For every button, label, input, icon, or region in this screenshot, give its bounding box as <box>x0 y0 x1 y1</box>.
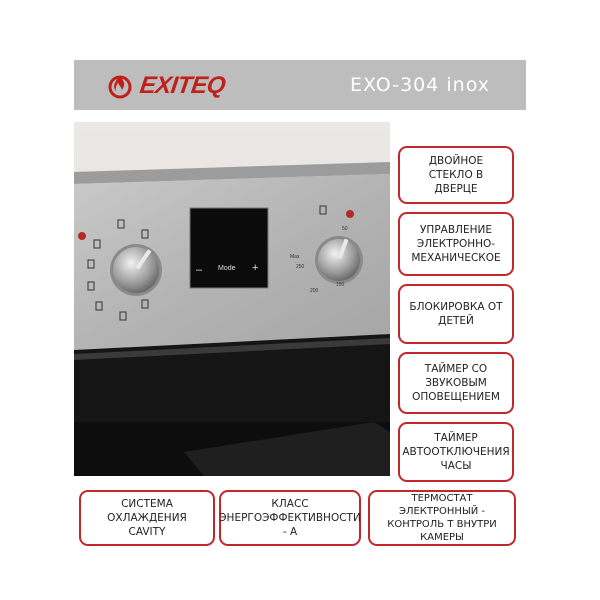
display-minus[interactable]: – <box>196 264 203 276</box>
flame-logo-icon <box>106 72 136 100</box>
oven-panel-illustration <box>74 122 390 476</box>
thermostat-tick: 200 <box>310 288 319 294</box>
model-name: EXO-304 inox <box>349 74 490 96</box>
feature-energy-class: КЛАСС ЭНЕРГОЭФФЕКТИВНОСТИ - А <box>219 490 361 546</box>
feature-double-glass: ДВОЙНОЕ СТЕКЛО В ДВЕРЦЕ <box>398 146 514 204</box>
thermostat-tick: 50 <box>342 226 348 232</box>
feature-electromechanical-control: УПРАВЛЕНИЕ ЭЛЕКТРОННО-МЕХАНИЧЕСКОЕ <box>398 212 514 276</box>
header-banner <box>74 60 526 110</box>
display-plus[interactable]: + <box>252 262 259 274</box>
thermostat-tick: Max <box>290 254 300 260</box>
feature-electronic-thermostat: ТЕРМОСТАТ ЭЛЕКТРОННЫЙ - КОНТРОЛЬ T ВНУТРИ КАМЕРЫ <box>368 490 516 546</box>
thermostat-tick: 250 <box>296 264 305 270</box>
feature-child-lock: БЛОКИРОВКА ОТ ДЕТЕЙ <box>398 284 514 344</box>
thermostat-tick: 150 <box>336 282 345 288</box>
brand-name: EXITEQ <box>138 72 227 99</box>
display-mode-label: Mode <box>218 265 236 272</box>
feature-cooling-system: СИСТЕМА ОХЛАЖДЕНИЯ CAVITY <box>79 490 215 546</box>
feature-auto-off-timer: ТАЙМЕР АВТООТКЛЮЧЕНИЯ ЧАСЫ <box>398 422 514 482</box>
brand-logo <box>106 72 225 100</box>
oven-control-panel-photo <box>74 122 390 476</box>
feature-sound-timer: ТАЙМЕР СО ЗВУКОВЫМ ОПОВЕЩЕНИЕМ <box>398 352 514 414</box>
